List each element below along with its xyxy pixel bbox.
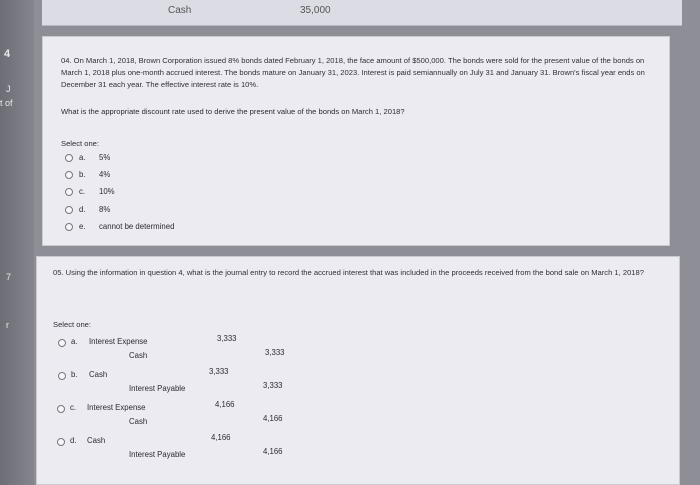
q4-option-b[interactable] [65,170,110,179]
q4-option-a[interactable] [65,153,110,162]
option-text: 4% [99,170,111,179]
option-letter: c. [79,187,86,196]
q5-b-credit-amount: 3,333 [263,381,283,390]
q5-c-credit-account: Cash [129,417,148,426]
q5-b-credit-account: Interest Payable [129,384,186,393]
option-letter: c. [70,403,77,412]
option-text: cannot be determined [99,222,175,231]
q5-d-debit-account: Cash [87,436,106,445]
q5-a-credit-account: Cash [129,351,148,360]
q5-d-credit-account: Interest Payable [129,450,186,459]
q4-option-e[interactable] [65,222,174,231]
question-5-prompt: 05. Using the information in question 4, what is the journal entry to record the accrued interest that was included in the proceeds received from the bond sale on March 1, 2018? [53,268,644,277]
radio-button[interactable] [65,188,73,196]
option-text: 10% [99,187,115,196]
question-5-card [36,256,680,485]
radio-button[interactable] [65,171,73,179]
q5-option-a-radio[interactable] [58,339,66,347]
option-letter: a. [71,337,78,346]
question-4-question: What is the appropriate discount rate used to derive the present value of the bonds on March 1, 2018? [61,107,405,116]
option-letter: e. [79,222,86,231]
select-one-label: Select one: [61,139,99,148]
question-4-prompt: 04. On March 1, 2018, Brown Corporation issued 8% bonds dated February 1, 2018, the face amount of $500,000. The bonds were sold for the present value of the bonds on March 1, 2018 plus one-month accrued interest. The bonds mature on January 31, 2023. Interest is paid semiannually on July 31 and January 31. Brown's fiscal year ends on December 31 each year. The effective interest rate is 10%. [61,56,645,89]
q5-c-debit-account: Interest Expense [87,403,146,412]
q5-option-b-radio[interactable] [58,372,66,380]
q5-option-c-radio[interactable] [57,405,65,413]
option-letter: d. [79,205,86,214]
q5-c-debit-amount: 4,166 [215,400,235,409]
q5-b-debit-account: Cash [89,370,108,379]
q5-a-credit-amount: 3,333 [265,348,285,357]
q5-b-debit-amount: 3,333 [209,367,229,376]
option-text: 5% [99,153,111,162]
gutter-mark: J [6,84,11,94]
option-letter: d. [70,436,77,445]
gutter-mark: t of [0,98,13,108]
amount-label: 35,000 [300,5,331,16]
option-text: 8% [99,205,111,214]
select-one-label: Select one: [53,320,91,329]
gutter-mark: r [6,320,9,330]
q5-c-credit-amount: 4,166 [263,414,283,423]
q4-option-d[interactable] [65,205,110,214]
question-number-marker: 4 [4,48,11,60]
q4-option-c[interactable] [65,187,115,196]
cash-label: Cash [168,5,192,16]
option-letter: b. [79,170,86,179]
left-gutter [0,0,34,485]
q5-d-debit-amount: 4,166 [211,433,231,442]
radio-button[interactable] [65,223,73,231]
option-letter: b. [71,370,78,379]
previous-question-fragment [42,0,682,26]
gutter-mark: 7 [6,272,12,282]
q5-option-d-radio[interactable] [57,438,65,446]
radio-button[interactable] [65,206,73,214]
question-4-card [42,36,670,246]
q5-a-debit-amount: 3,333 [217,334,237,343]
q5-d-credit-amount: 4,166 [263,447,283,456]
radio-button[interactable] [65,154,73,162]
option-letter: a. [79,153,86,162]
q5-a-debit-account: Interest Expense [89,337,148,346]
